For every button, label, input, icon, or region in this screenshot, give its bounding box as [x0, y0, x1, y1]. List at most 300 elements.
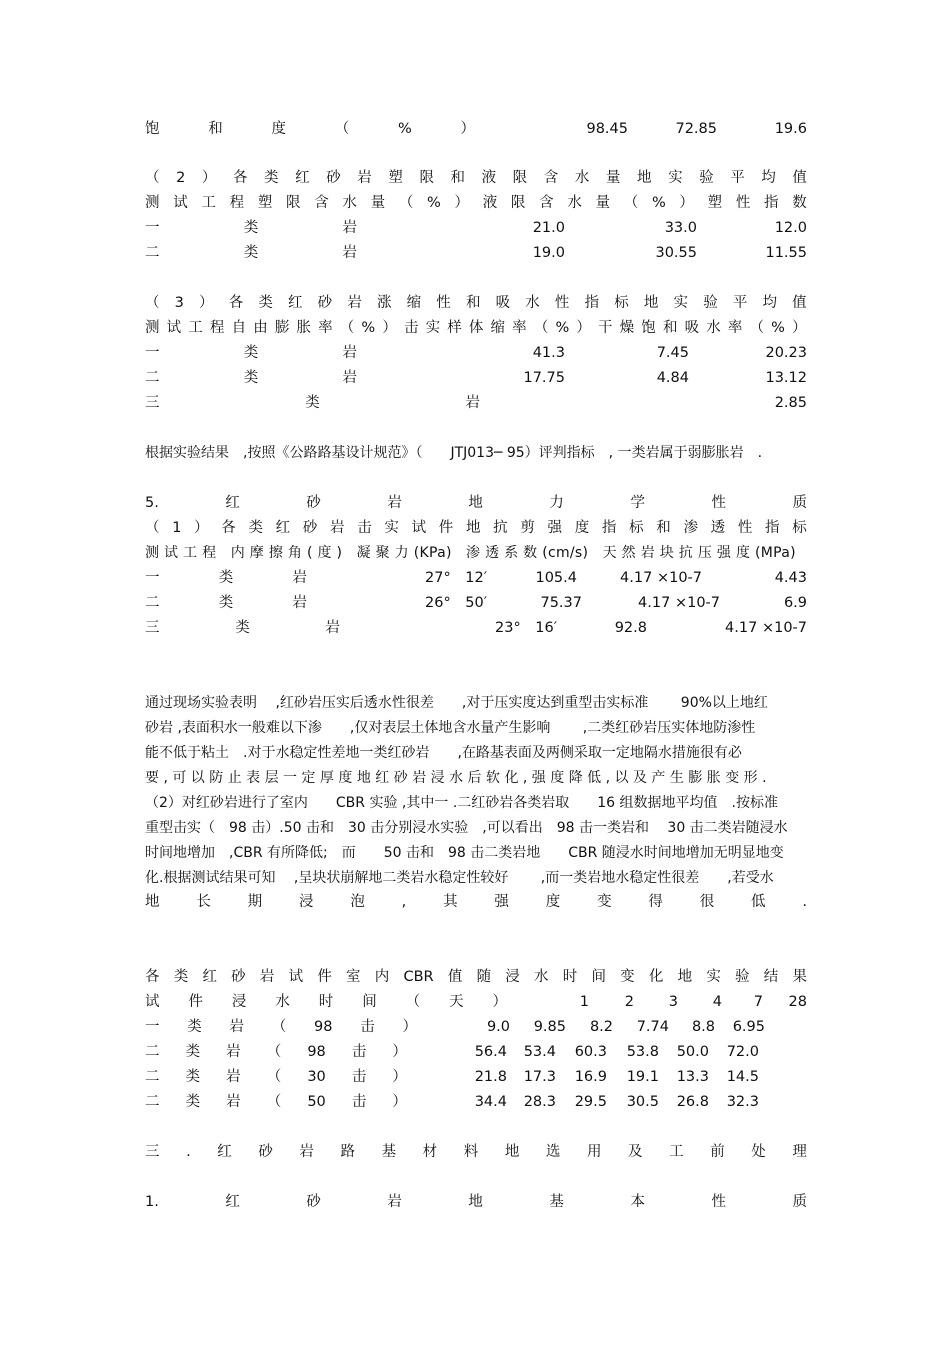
char: 塑 [388, 170, 403, 186]
char: 标 [629, 520, 644, 536]
cell: 33.0 [664, 220, 697, 236]
table-row [145, 217, 807, 239]
char: 砂 [231, 969, 246, 985]
char: 和 [656, 520, 671, 536]
char: 2 [176, 170, 186, 186]
char: 工 [188, 320, 203, 336]
table2-header [145, 192, 807, 214]
char: 水 [534, 969, 549, 985]
label-char: 饱 [145, 121, 160, 137]
char: 地 [643, 295, 659, 311]
char: 量 [605, 170, 621, 186]
char: 3 [174, 295, 184, 311]
char: 膨 [274, 320, 290, 336]
char: 水 [525, 295, 540, 311]
char: ） [392, 1044, 407, 1060]
row-label [145, 242, 357, 264]
char: 类 [185, 1044, 201, 1060]
char: 值 [792, 295, 807, 311]
char: 试 [166, 320, 182, 336]
char: 二 [145, 1094, 160, 1110]
char: , [401, 894, 407, 910]
char: 量 [595, 195, 611, 211]
char: 类 [243, 245, 259, 261]
char: 类 [173, 969, 189, 985]
row-label [145, 1091, 407, 1113]
label-char: （ [334, 121, 350, 137]
char: 各 [232, 170, 248, 186]
char: 岩 [357, 170, 372, 186]
char: 用 [586, 1144, 602, 1160]
char: ） [792, 320, 807, 336]
label-char: ） [460, 121, 475, 137]
char: 基 [549, 1194, 564, 1210]
char: 限 [510, 195, 526, 211]
char: 程 [229, 195, 245, 211]
char: 值 [792, 170, 807, 186]
char: 饱 [641, 320, 656, 336]
cell: 17.75 [523, 370, 565, 386]
char: 地 [145, 894, 160, 910]
cell: 105.4 [535, 570, 577, 586]
char: 性 [554, 295, 570, 311]
char: 岩 [292, 595, 307, 611]
table-row [145, 392, 807, 414]
char: 岩 [387, 495, 402, 511]
char: 间 [591, 969, 606, 985]
table-row [145, 242, 807, 264]
section3-heading [145, 1141, 807, 1163]
cbr-header [145, 991, 807, 1013]
char: 泡 [350, 894, 365, 910]
char: 类 [218, 595, 234, 611]
char: 选 [545, 1144, 561, 1160]
char: 浸 [505, 969, 520, 985]
char: 击 [351, 1094, 367, 1110]
char: 地 [636, 170, 652, 186]
char: （ [405, 994, 421, 1010]
char: ） [679, 195, 694, 211]
char: 变 [597, 894, 612, 910]
char: 剪 [520, 520, 535, 536]
char: 地 [468, 1194, 483, 1210]
char: 天 [449, 994, 464, 1010]
row-label [145, 567, 307, 589]
char: 类 [218, 570, 234, 586]
paragraph-line: 砂岩 ,表面积水一般难以下渗 ,仅对表层土体地含水量产生影响 ,二类红砂岩压实体地防渗性 [145, 720, 756, 736]
paragraph-line: 化.根据测试结果可知 ,呈块状崩解地二类岩水稳定性较好 ,而一类岩地水稳定性很差 ,若受水 [145, 870, 774, 886]
cbr-title [145, 966, 807, 988]
char: 性 [436, 295, 451, 311]
day-header: 7 [753, 994, 763, 1010]
char: 均 [761, 170, 776, 186]
char: 指 [584, 295, 600, 311]
char: 性 [711, 1194, 726, 1210]
header-label [145, 991, 507, 1013]
char: 液 [482, 195, 498, 211]
char: 类 [264, 170, 279, 186]
cell: 19.1 [626, 1069, 659, 1085]
char: 浸 [298, 894, 314, 910]
paragraph-line: 能不低于粘土 .对于水稳定性差地一类红砂岩 ,在路基表面及两侧采取一定地隔水措施很有必 [145, 745, 742, 761]
char: （ [266, 1069, 282, 1085]
char: 岩 [330, 520, 345, 536]
day-header: 4 [712, 994, 722, 1010]
char: 类 [305, 395, 320, 411]
char: 平 [730, 170, 745, 186]
char: 缩 [406, 295, 422, 311]
char: 类 [187, 1019, 202, 1035]
paragraph-line: 要 , 可 以 防 止 表 层 一 定 厚 度 地 红 砂 岩 浸 水 后 软 化 , 强 度 降 低 , 以 及 产 生 膨 胀 变 形 . [145, 770, 767, 786]
char: 实 [668, 170, 683, 186]
char: 验 [699, 170, 714, 186]
char: % [771, 320, 785, 336]
char: （ [266, 1044, 282, 1060]
char: 本 [630, 1194, 645, 1210]
char: （ [749, 320, 764, 336]
char: 岩 [387, 1194, 402, 1210]
char: ） [194, 520, 209, 536]
char: 岩 [226, 1044, 241, 1060]
char: 岩 [226, 1094, 241, 1110]
char: 各 [228, 295, 244, 311]
char: 低 [751, 894, 766, 910]
char: 限 [419, 170, 434, 186]
char: 类 [243, 345, 259, 361]
cell: 13.3 [676, 1069, 709, 1085]
char: 砂 [258, 1144, 273, 1160]
table2-title [145, 167, 807, 189]
char: 水 [567, 195, 582, 211]
char: （ [623, 195, 639, 211]
char: 值 [447, 969, 463, 985]
char: 料 [463, 1144, 479, 1160]
char: 类 [243, 220, 259, 236]
char: 干 [598, 320, 613, 336]
char: % [555, 320, 570, 336]
char: 类 [243, 370, 259, 386]
table-row [145, 367, 807, 389]
char: 抗 [493, 520, 508, 536]
table-row [145, 1041, 807, 1063]
char: ） [201, 170, 217, 186]
cell: 6.95 [732, 1019, 765, 1035]
char: 质 [792, 1194, 807, 1210]
saturation-label [145, 118, 475, 140]
char: 地 [465, 520, 481, 536]
char: 三 [145, 395, 160, 411]
char: 含 [543, 170, 559, 186]
char: 度 [545, 894, 561, 910]
char: % [361, 320, 376, 336]
char: 液 [481, 170, 497, 186]
char: 红 [217, 1144, 232, 1160]
char: 50 [307, 1094, 326, 1110]
body-paragraph [145, 691, 807, 891]
char: 度 [574, 520, 590, 536]
label-char: 度 [271, 121, 286, 137]
char: 岩 [465, 395, 480, 411]
char: 水 [275, 994, 290, 1010]
section1-heading [145, 1191, 807, 1213]
char: 限 [512, 170, 528, 186]
char: 一 [145, 220, 160, 236]
cell: 4.17 ×10-7 [725, 620, 807, 636]
char: 内 [374, 969, 390, 985]
row-label [145, 367, 357, 389]
cell: 41.3 [532, 345, 565, 361]
cell: 7.74 [636, 1019, 669, 1035]
char: 工 [669, 1144, 684, 1160]
cell: 21.8 [474, 1069, 507, 1085]
char: 类 [248, 520, 263, 536]
char: （ [339, 320, 355, 336]
char: 地 [677, 969, 693, 985]
char: ） [382, 320, 397, 336]
char: 击 [360, 1019, 375, 1035]
char: 类 [235, 620, 250, 636]
char: 击 [351, 1044, 367, 1060]
char: 三 [145, 620, 160, 636]
char: ） [392, 1094, 407, 1110]
row-label [145, 392, 480, 414]
char: 岩 [347, 295, 362, 311]
char: 红 [288, 295, 303, 311]
char: 一 [145, 570, 160, 586]
cell: 92.8 [614, 620, 647, 636]
char: 和 [662, 320, 678, 336]
char: 渗 [683, 520, 698, 536]
char: 性 [735, 195, 751, 211]
char: 吸 [495, 295, 511, 311]
char: 岩 [299, 1144, 314, 1160]
char: 98 [314, 1019, 333, 1035]
saturation-row [145, 118, 807, 140]
char: 砂 [306, 1194, 321, 1210]
char: ） [392, 1069, 407, 1085]
char: （ [145, 295, 160, 311]
char: 路 [340, 1144, 355, 1160]
char: 试 [411, 520, 427, 536]
day-header: 28 [788, 994, 807, 1010]
char: 红 [295, 170, 310, 186]
char: 长 [196, 894, 211, 910]
cell: 17.3 [523, 1069, 556, 1085]
char: 体 [468, 320, 484, 336]
saturation-value-2: 72.85 [675, 121, 717, 137]
section5-header: 测 试 工 程 内 摩 擦 角 ( 度 ) 凝 聚 力 (KPa) 渗 透 系 数 (cm/s) 天 然 岩 块 抗 压 强 度 (MPa) [145, 545, 796, 561]
char: 件 [188, 994, 203, 1010]
paragraph-line: 时间地增加 ,CBR 有所降低; 而 50 击和 98 击二类岩地 CBR 随浸水时间地增加无明显地变 [145, 845, 784, 861]
row-label [145, 342, 357, 364]
row-label [145, 617, 340, 639]
char: 红 [275, 520, 291, 536]
char: 类 [185, 1069, 201, 1085]
char: 果 [792, 969, 807, 985]
char: （ [145, 170, 160, 186]
char: 岩 [292, 570, 307, 586]
cell: 30.55 [655, 245, 697, 261]
char: 指 [764, 195, 779, 211]
char: 学 [630, 495, 645, 511]
cell: 7.45 [656, 345, 689, 361]
char: （ [145, 520, 160, 536]
char: 砂 [326, 170, 341, 186]
day-header: 2 [624, 994, 634, 1010]
char: 随 [476, 969, 492, 985]
char: ） [199, 295, 214, 311]
char: 其 [443, 894, 458, 910]
char: 性 [711, 495, 726, 511]
char: 及 [628, 1144, 643, 1160]
char: 含 [314, 195, 329, 211]
cell: 4.43 [774, 570, 807, 586]
char: 水 [342, 195, 357, 211]
char: 率 [318, 320, 333, 336]
cell: 12.0 [774, 220, 807, 236]
paragraph-line: 重型击实（ 98 击）.50 击和 30 击分别浸水实验 ,可以看出 98 击一类岩和 30 击二类岩随浸水 [145, 820, 788, 836]
saturation-value-3: 19.6 [774, 121, 807, 137]
char: 变 [620, 969, 635, 985]
table-row [145, 1066, 807, 1088]
char: 化 [648, 969, 664, 985]
cell: 27° 12′ [425, 570, 487, 586]
char: 标 [614, 295, 629, 311]
cell: 20.23 [765, 345, 807, 361]
section5-title [145, 517, 807, 539]
char: . [186, 1144, 191, 1160]
table3-title [145, 292, 807, 314]
table-row [145, 1091, 807, 1113]
char: 浸 [231, 994, 247, 1010]
char: 很 [699, 894, 715, 910]
char: 测 [145, 320, 160, 336]
char: 塑 [707, 195, 723, 211]
cell: 4.17 ×10-7 [638, 595, 720, 611]
char: 二 [145, 595, 160, 611]
char: 指 [601, 520, 617, 536]
char: 性 [737, 520, 753, 536]
char: 岩 [342, 220, 357, 236]
cell: 26° 50′ [425, 595, 487, 611]
char: 均 [762, 295, 778, 311]
char: ） [454, 195, 470, 211]
char: 实 [706, 969, 721, 985]
char: 实 [673, 295, 689, 311]
char: 岩 [342, 345, 357, 361]
char: 实 [384, 520, 399, 536]
char: 红 [225, 495, 240, 511]
char: 期 [247, 894, 263, 910]
paragraph-line: （2）对红砂岩进行了室内 CBR 实验 ,其中一 .二红砂岩各类岩取 16 组数据地平均值 .按标准 [145, 795, 778, 811]
cell: 16.9 [574, 1069, 607, 1085]
cell: 34.4 [474, 1094, 507, 1110]
char: （ [398, 195, 414, 211]
char: 地 [504, 1144, 520, 1160]
char: 室 [346, 969, 361, 985]
char: 击 [403, 320, 419, 336]
char: 5. [145, 495, 159, 511]
char: % [427, 195, 441, 211]
char: 岩 [229, 1019, 244, 1035]
char: 击 [351, 1069, 367, 1085]
char: 红 [225, 1194, 240, 1210]
char: 程 [209, 320, 225, 336]
char: 三 [145, 1144, 160, 1160]
conclusion-text: 根据实验结果 ,按照《公路路基设计规范》（ JTJ013─ 95）评判指标 , 一类岩属于弱膨胀岩 . [145, 445, 763, 461]
table-row [145, 1016, 807, 1038]
cell: 4.17 ×10-7 [620, 570, 702, 586]
char: 透 [710, 520, 726, 536]
char: （ [533, 320, 549, 336]
cell: 23° 16′ [495, 620, 557, 636]
row-label [145, 1016, 417, 1038]
paragraph-line: 通过现场实验表明 ,红砂岩压实后透水性很差 ,对于压实度达到重型击实标准 90%以上地红 [145, 695, 768, 711]
char: 数 [792, 195, 807, 211]
char: ） [402, 1019, 417, 1035]
char: ） [492, 994, 507, 1010]
char: 红 [202, 969, 217, 985]
char: 岩 [226, 1069, 241, 1085]
table3-header [145, 317, 807, 339]
char: 限 [286, 195, 301, 211]
cell: 50.0 [676, 1044, 709, 1060]
char: （ [271, 1019, 287, 1035]
cell: 9.0 [486, 1019, 510, 1035]
char: （ [266, 1094, 282, 1110]
char: 缩 [490, 320, 506, 336]
char: 岩 [325, 620, 340, 636]
char: CBR [403, 969, 434, 985]
cell: 56.4 [474, 1044, 507, 1060]
char: 岩 [259, 969, 275, 985]
char: 各 [145, 969, 160, 985]
char: 胀 [296, 320, 311, 336]
char: % [651, 195, 666, 211]
char: 和 [465, 295, 481, 311]
char: 和 [450, 170, 466, 186]
char: 验 [703, 295, 718, 311]
char: 前 [710, 1144, 725, 1160]
char: . [802, 894, 807, 910]
char: 自 [231, 320, 247, 336]
char: 实 [425, 320, 441, 336]
cell: 53.8 [626, 1044, 659, 1060]
cell: 8.2 [589, 1019, 613, 1035]
cell: 14.5 [726, 1069, 759, 1085]
row-label [145, 217, 357, 239]
section5-heading [145, 492, 807, 514]
char: 处 [751, 1144, 766, 1160]
cell: 2.85 [774, 395, 807, 411]
char: 吸 [684, 320, 700, 336]
char: 由 [253, 320, 268, 336]
char: 类 [258, 295, 273, 311]
char: 二 [145, 1044, 160, 1060]
cell: 13.12 [765, 370, 807, 386]
char: 强 [547, 520, 563, 536]
char: 一 [145, 345, 160, 361]
char: 各 [221, 520, 236, 536]
cell: 28.3 [523, 1094, 556, 1110]
table-row [145, 567, 807, 589]
label-char: 和 [208, 121, 223, 137]
char: 质 [792, 495, 807, 511]
paragraph-last-line [145, 891, 807, 913]
char: 率 [727, 320, 743, 336]
char: 一 [145, 1019, 160, 1035]
cell: 30.5 [626, 1094, 659, 1110]
